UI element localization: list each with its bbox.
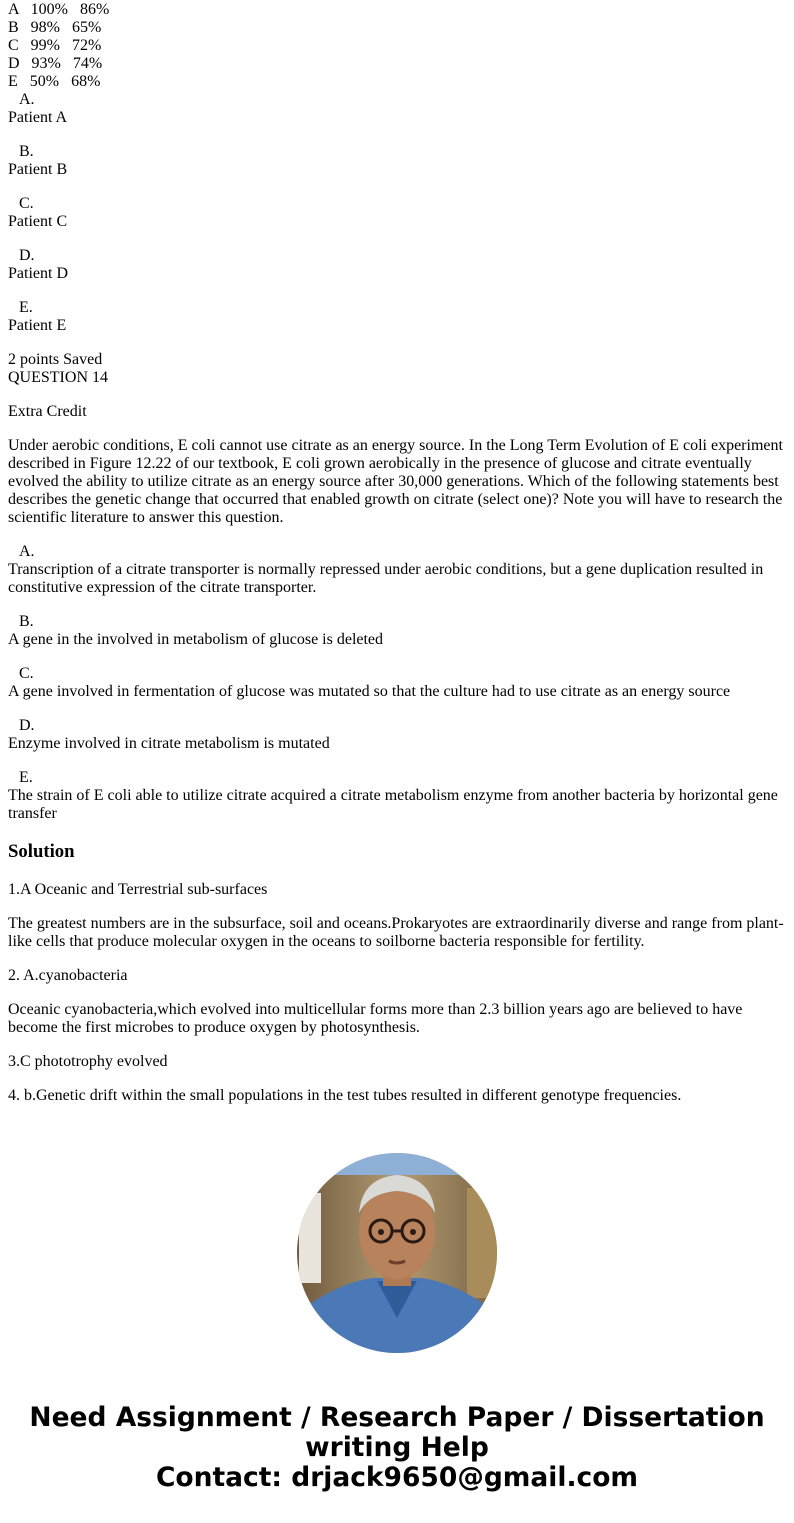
option-text: Enzyme involved in citrate metabolism is mutated [8,735,330,752]
answer-option[interactable] [8,247,786,283]
points-status: 2 points Saved [8,351,103,368]
table-row: B 98% 65% [8,19,102,36]
person-portrait-icon [297,1153,497,1353]
solution-paragraph: 1.A Oceanic and Terrestrial sub-surfaces [8,881,268,898]
answer-option[interactable] [8,91,786,127]
answer-option[interactable] [8,665,786,701]
option-text: Patient D [8,265,68,282]
option-letter: E. [19,299,33,316]
solution-paragraph: Oceanic cyanobacteria,which evolved into multicellular forms more than 2.3 billion years ago are believed to have become the first microbes to produce oxygen by photosynthesis. [8,1001,743,1036]
option-letter: D. [19,247,35,264]
answer-option[interactable] [8,195,786,231]
answer-option[interactable] [8,299,786,335]
answer-option[interactable] [8,717,786,753]
question-14 [8,351,786,823]
table-row: E 50% 68% [8,73,101,90]
option-text: Patient E [8,317,67,334]
option-letter: C. [19,665,34,682]
avatar [297,1153,497,1353]
option-text: A gene involved in fermentation of glucose was mutated so that the culture had to use citrate as an energy source [8,683,731,700]
question-prompt: Under aerobic conditions, E coli cannot use citrate as an energy source. In the Long Term Evolution of E coli experiment described in Figure 12.22 of our textbook, E coli grown aerobically in the presence of glucose and citrate eventually evolved the ability to utilize citrate as an energy source after 30,000 generations. Which of the following statements best describes the genetic change that occurred that enabled growth on citrate (select one)? Note you will have to research the scientific literature to answer this question. [8,437,783,526]
table-row: D 93% 74% [8,55,103,72]
option-letter: B. [19,143,34,160]
option-letter: A. [19,91,35,108]
option-text: The strain of E coli able to utilize citrate acquired a citrate metabolism enzyme from another bacteria by horizontal gene transfer [8,787,778,822]
table-row: A 100% 86% [8,1,110,18]
option-text: A gene in the involved in metabolism of glucose is deleted [8,631,384,648]
option-text: Patient C [8,213,68,230]
solution-heading: Solution [8,841,75,862]
table-row: C 99% 72% [8,37,102,54]
answer-option[interactable] [8,543,786,597]
answer-option[interactable] [8,613,786,649]
promo-headline: Need Assignment / Research Paper / Dissertation writing Help [29,1402,765,1463]
option-letter: B. [19,613,34,630]
option-letter: C. [19,195,34,212]
solution-paragraph: 2. A.cyanobacteria [8,967,128,984]
solution-paragraph: 3.C phototrophy evolved [8,1053,168,1070]
solution-paragraph: 4. b.Genetic drift within the small populations in the test tubes resulted in different genotype frequencies. [8,1087,682,1104]
option-text: Patient B [8,161,68,178]
q13-option-list [8,91,786,335]
option-letter: D. [19,717,35,734]
option-letter: E. [19,769,33,786]
option-text: Patient A [8,109,68,126]
option-text: Transcription of a citrate transporter is normally repressed under aerobic conditions, but a gene duplication resulted in constitutive expression of the citrate transporter. [8,561,764,596]
promo-banner [0,1403,794,1493]
question-label: Extra Credit [8,403,87,420]
promo-contact: Contact: drjack9650@gmail.com [155,1462,639,1493]
results-table [8,1,786,91]
document-body [8,1,786,1121]
solution-body [8,881,786,1105]
solution-paragraph: The greatest numbers are in the subsurface, soil and oceans.Prokaryotes are extraordinarily diverse and range from plant-like cells that produce molecular oxygen in the oceans to soilborne bacteria responsible for fertility. [8,915,784,950]
option-letter: A. [19,543,35,560]
answer-option[interactable] [8,143,786,179]
answer-option[interactable] [8,769,786,823]
question-title: QUESTION 14 [8,369,108,386]
